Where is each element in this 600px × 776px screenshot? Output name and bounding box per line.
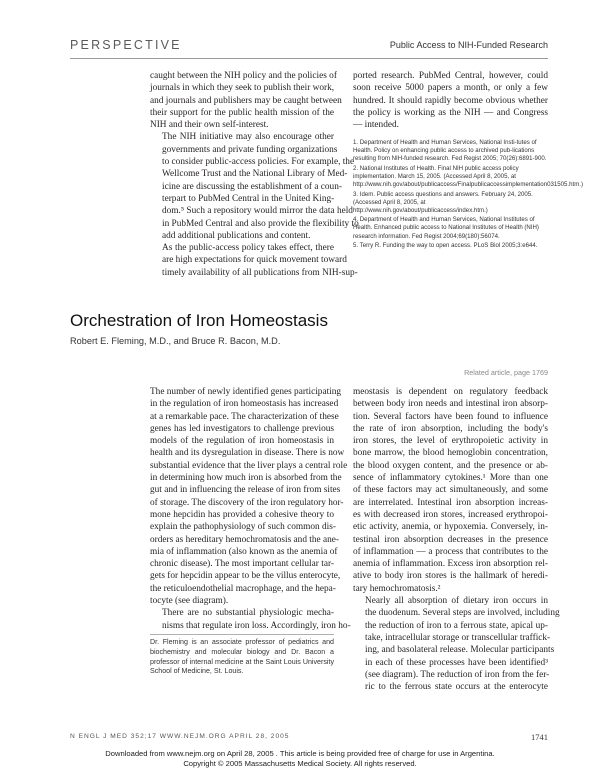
- text-line: mia of inflammation (also known as the anemia of: [150, 546, 338, 557]
- reference-item: 2. National Institutes of Health. Final NIH public access policy implementation. March 15, 2005. (Accessed April 8, 2005, at http://www.nih.gov/about/publicaccess/Finalpublicaccessimplementation031505.htm.): [353, 164, 583, 188]
- text-line: soon receive 5000 papers a month, or only a few: [353, 83, 548, 94]
- text-line: take, intracellular storage or transcellular traffick-: [365, 632, 551, 643]
- text-line: are high expectations for quick movement toward: [162, 255, 347, 266]
- text-line: bone marrow, the blood hemoglobin concentration,: [353, 448, 548, 459]
- related-article-link[interactable]: Related article, page 1769: [464, 368, 548, 377]
- text-line: nisms that regulate iron loss. Accordingly, iron ho-: [162, 620, 351, 631]
- text-line: the blood oxygen content, and the presence or ab-: [353, 460, 548, 471]
- text-line: Nearly all absorption of dietary iron occurs in: [365, 596, 548, 607]
- download-notice: [0, 749, 600, 769]
- article-title: Orchestration of Iron Homeostasis: [70, 311, 328, 330]
- top-left-column: [150, 70, 359, 279]
- text-line: The number of newly identified genes participating: [150, 387, 342, 397]
- text-line: add additional publications and content.: [162, 230, 311, 241]
- reference-list: [353, 139, 583, 252]
- paragraph: [150, 242, 358, 279]
- text-line: NIH and their own self-interest.: [150, 120, 269, 131]
- article-authors: Robert E. Fleming, M.D., and Bruce R. Bacon, M.D.: [70, 336, 281, 346]
- text-line: in the regulation of iron homeostasis has increased: [150, 399, 339, 410]
- author-affiliation: Dr. Fleming is an associate professor of pediatrics and biochemistry and molecular biology and Dr. Bacon a professor of internal medicine at the Saint Louis University School of Medicine, St. Louis.: [150, 638, 334, 676]
- text-line: Wellcome Trust and the National Library of Med-: [162, 169, 348, 180]
- text-line: ative to body iron stores is the hallmark of heredi-: [353, 571, 548, 582]
- text-line: chronic disease). The most important cellular tar-: [150, 559, 334, 570]
- text-line: meostasis is dependent on regulatory feedback: [353, 387, 548, 397]
- reference-item: 1. Department of Health and Human Services, National Insti-tutes of Health. Policy on enhancing public access to archived pub-lications resulting from NIH-funded research. Fed Regist 2005; 70(26):6891-900.: [353, 139, 547, 163]
- text-line: the reduction of iron to a ferrous state, apical up-: [365, 620, 548, 631]
- text-line: mone hepcidin has provided a cohesive theory to: [150, 509, 334, 520]
- text-line: The NIH initiative may also encourage other: [162, 132, 334, 143]
- copyright-line: Copyright © 2005 Massachusetts Medical Society. All rights reserved.: [183, 759, 417, 768]
- text-line: to consider public-access policies. For example, the: [162, 157, 355, 168]
- text-line: health and its dysregulation in disease. There is now: [150, 448, 345, 459]
- text-line: explain the pathophysiology of such common dis-: [150, 522, 336, 533]
- text-line: journals in which they seek to publish their work,: [150, 83, 335, 94]
- text-line: in PubMed Central and also provide the flexibility to: [162, 218, 359, 229]
- section-label: PERSPECTIVE: [70, 38, 182, 52]
- header-divider: [70, 58, 548, 59]
- text-line: gut and in influencing the release of iron from sites: [150, 485, 341, 496]
- text-line: the duodenum. Several steps are involved, including: [365, 608, 560, 619]
- text-line: the rate of iron absorption, including the body's: [353, 423, 548, 434]
- text-line: orders as hereditary hemochromatosis and the ane-: [150, 534, 339, 545]
- text-line: — intended.: [353, 120, 399, 131]
- running-head: Public Access to NIH-Funded Research: [389, 40, 548, 50]
- text-line: genes has led investigators to challenge previous: [150, 423, 334, 434]
- paragraph: [150, 70, 342, 131]
- text-line: caught between the NIH policy and the policies of: [150, 71, 337, 81]
- text-line: ing, and basolateral release. Molecular participants: [365, 645, 555, 656]
- text-line: icine are discussing the establishment of a coun-: [162, 181, 342, 192]
- text-line: As the public-access policy takes effect, there: [162, 243, 334, 254]
- text-line: tion. Several factors have been found to influence: [353, 411, 548, 422]
- reference-item: 3. Idem. Public access questions and answers. February 24, 2005. (Accessed April 8, 2005, at http://www.nih.gov/about/publicaccess/index.htm.): [353, 190, 533, 214]
- text-line: of these factors may act simultaneously, and some: [353, 485, 548, 496]
- paragraph: [353, 70, 548, 131]
- text-line: between body iron needs and intestinal iron absorp-: [353, 399, 548, 410]
- paragraph: [150, 607, 351, 632]
- text-line: timely availability of all publications from NIH-sup-: [162, 267, 358, 278]
- text-line: ported research. PubMed Central, however, could: [353, 71, 548, 81]
- download-line: Downloaded from www.nejm.org on April 28, 2005 . This article is being provided free of charge for use in Argentina.: [105, 749, 495, 758]
- text-line: testinal iron absorption decreases in the presence: [353, 534, 548, 545]
- page-number: 1741: [531, 732, 548, 742]
- text-line: of inflammation — a process that contributes to the: [353, 546, 548, 557]
- text-line: the policy is working as the NIH — and Congress: [353, 107, 548, 118]
- text-line: anemia of inflammation. Excess iron absorption rel-: [353, 559, 548, 570]
- text-line: terpart to PubMed Central in the United King-: [162, 193, 335, 204]
- main-left-column: [150, 386, 351, 632]
- text-line: in each of these processes have been identified³: [365, 657, 548, 668]
- text-line: the reticuloendothelial macrophage, and the hepa-: [150, 583, 336, 594]
- text-line: iron stores, the level of erythropoietic activity in: [353, 436, 548, 447]
- text-line: There are no substantial physiologic mecha-: [162, 608, 334, 619]
- paragraph: [150, 386, 348, 607]
- text-line: are interrelated. Intestinal iron absorption increas-: [353, 497, 548, 508]
- text-line: gets for hepcidin appear to be the villus enterocyte,: [150, 571, 341, 582]
- text-line: tary hemochromatosis.²: [353, 583, 441, 594]
- text-line: at a remarkable pace. The characterization of these: [150, 411, 339, 422]
- text-line: es with decreased iron stores, increased erythropoi-: [353, 509, 548, 520]
- paragraph: [150, 131, 359, 242]
- top-right-column: [353, 70, 548, 131]
- text-line: etic activity, anemia, or hypoxemia. Conversely, in-: [353, 522, 548, 533]
- paragraph: [353, 386, 548, 595]
- main-right-column: [353, 386, 560, 693]
- reference-item: 4. Department of Health and Human Services, National Institutes of Health. Enhanced public access to National Institutes of Health (NIH) research information. Fed Regist 2004;69(180):56074.: [353, 216, 539, 240]
- text-line: models of the regulation of iron homeostasis in: [150, 436, 334, 447]
- author-note: [150, 638, 334, 677]
- text-line: sence of inflammatory cytokines.¹ More than one: [353, 473, 548, 484]
- text-line: hundred. It should rapidly become obvious whether: [353, 95, 548, 106]
- footnote-divider: [150, 634, 334, 635]
- text-line: ric to the ferrous state occurs at the enterocyte: [365, 682, 548, 693]
- journal-citation: N ENGL J MED 352;17 WWW.NEJM.ORG APRIL 28, 2005: [70, 733, 290, 740]
- text-line: in determining how much iron is absorbed from the: [150, 473, 342, 484]
- paragraph: [353, 595, 560, 693]
- text-line: tocyte (see diagram).: [150, 596, 229, 607]
- text-line: and journals and publishers may be caught between: [150, 95, 342, 106]
- reference-item: 5. Terry R. Funding the way to open access. PLoS Biol 2005;3:e644.: [353, 242, 538, 250]
- text-line: their support for the public health mission of the: [150, 107, 334, 118]
- text-line: governments and private funding organizations: [162, 144, 338, 155]
- text-line: dom.⁵ Such a repository would mirror the data held: [162, 206, 353, 217]
- text-line: (see diagram). The reduction of iron from the fer-: [365, 669, 550, 680]
- text-line: substantial evidence that the liver plays a central role: [150, 460, 348, 471]
- text-line: of storage. The discovery of the iron regulatory hor-: [150, 497, 344, 508]
